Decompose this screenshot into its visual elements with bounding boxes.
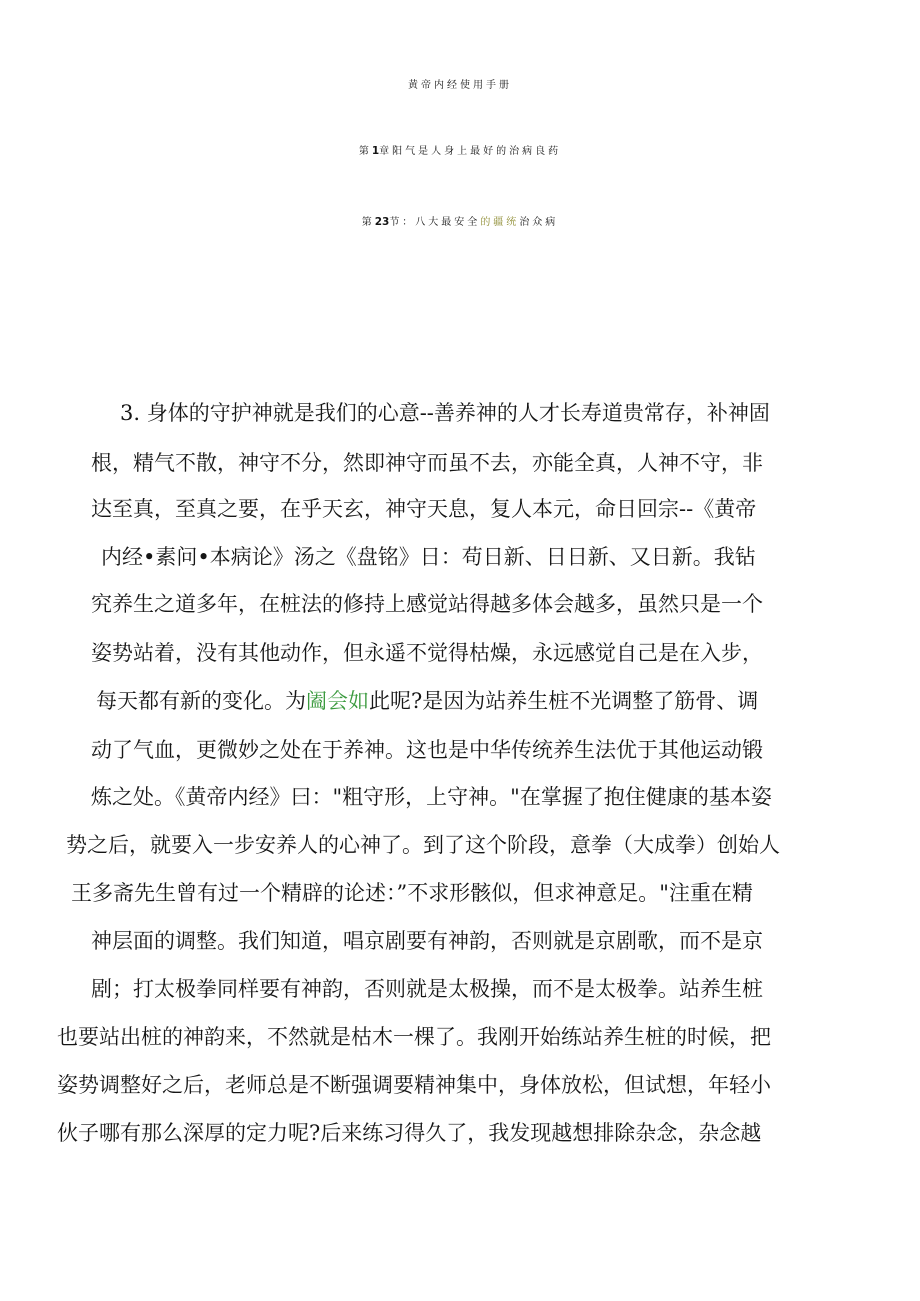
- section-title-text-a: 节：八大最安全: [389, 217, 481, 228]
- section-title-text-b: 治众病: [519, 217, 559, 228]
- body-line-13: 剧；打太极拳同样要有神韵，否则就是太极操，而不是太极拳。站养生桩: [91, 977, 763, 1001]
- body-line-8: 动了气血，更微妙之处在于养神。这也是中华传统养生法优于其他运动锻: [91, 738, 763, 762]
- body-line-7: [96, 686, 758, 716]
- book-title: [0, 76, 920, 91]
- body-line-7-part-a: 每天都有新的变化。为: [96, 689, 306, 713]
- body-line-12: 神层面的调整。我们知道，唱京剧要有神韵，否则就是京剧歌，而不是京: [91, 929, 763, 953]
- section-title: [0, 213, 920, 228]
- body-line-5: 究养生之道多年，在桩法的修持上感觉站得越多体会越多，虽然只是一个: [91, 592, 763, 616]
- chapter-number: 1: [371, 145, 380, 157]
- body-line-11: 王多斋先生曾有过一个精辟的论述：”不求形骸似，但求神意足。"注重在精: [71, 881, 753, 905]
- book-title-text: 黄帝内经使用手册: [408, 80, 512, 91]
- body-line-4: 内经•素问•本病论》汤之《盘铭》日：苟日新、日日新、又日新。我钻: [101, 545, 756, 569]
- body-line-10: 势之后，就要入一步安养人的心神了。到了这个阶段，意拳（大成拳）创始人: [66, 833, 780, 857]
- body-line-15: 姿势调整好之后，老师总是不断强调要精神集中，身体放松，但试想，年轻小: [57, 1073, 771, 1097]
- section-title-highlight: 的疆统: [480, 217, 520, 228]
- section-prefix: 第: [361, 217, 375, 228]
- body-line-3: 达至真，至真之要，在乎天玄，神守天息，复人本元，命日回宗--《黄帝: [91, 497, 757, 521]
- body-line-7-highlight: 阖会如: [306, 689, 369, 713]
- chapter-title: [0, 142, 920, 157]
- chapter-title-text: 章阳气是人身上最好的治病良药: [379, 146, 562, 157]
- section-number: 23: [374, 216, 390, 228]
- body-line-2: 根，精气不散，神守不分，然即神守而虽不去，亦能全真，人神不守，非: [91, 451, 763, 475]
- body-line-9: 炼之处。《黄帝内经》曰："粗守形，上守神。"在掌握了抱住健康的基本姿: [91, 785, 772, 809]
- chapter-prefix: 第: [358, 146, 372, 157]
- body-line-1: 3. 身体的守护神就是我们的心意--善养神的人才长寿道贵常存，补神固: [120, 401, 770, 425]
- body-line-14: 也要站出桩的神韵来，不然就是枯木一棵了。我刚开始练站养生桩的时候，把: [57, 1025, 771, 1049]
- body-line-16: 伙子哪有那么深厚的定力呢?后来练习得久了，我发现越想排除杂念，杂念越: [57, 1121, 762, 1145]
- body-line-7-part-b: 此呢?是因为站养生桩不光调整了筋骨、调: [369, 689, 759, 713]
- body-line-6: 姿势站着，没有其他动作，但永遥不觉得枯燥，永远感觉自己是在入步，: [91, 641, 763, 665]
